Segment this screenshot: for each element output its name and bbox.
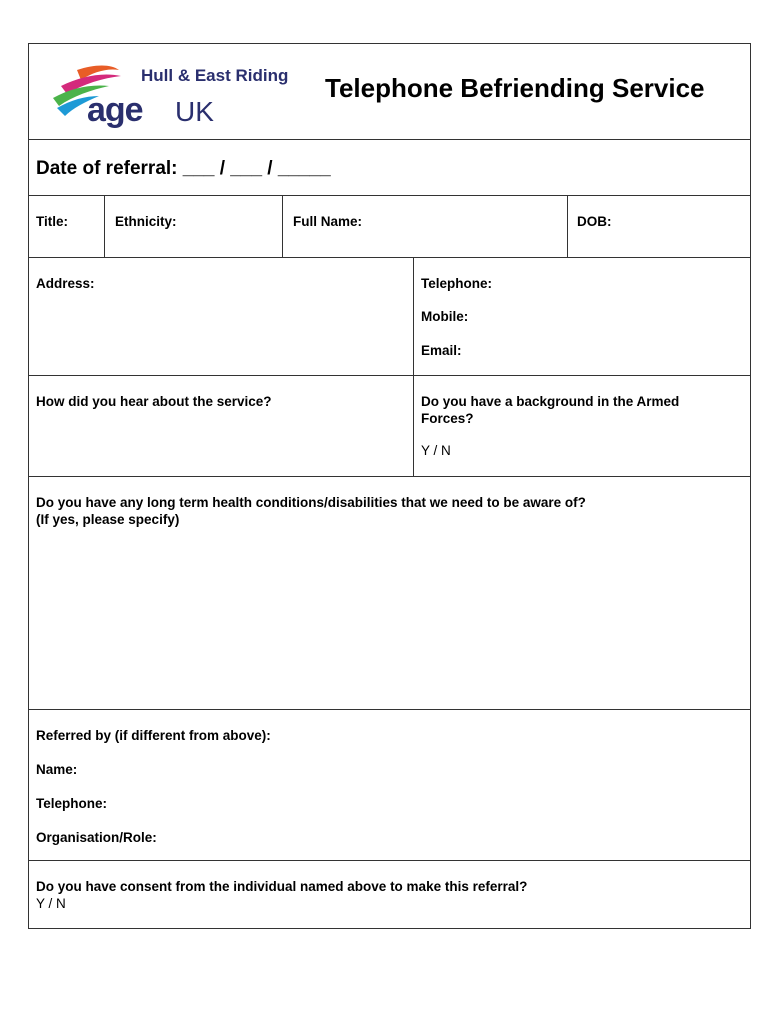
heard-about-cell[interactable]: [29, 376, 413, 476]
referral-date-row: [29, 140, 750, 196]
full-name-label: Full Name:: [293, 214, 363, 229]
consent-question: Do you have consent from the individual named above to make this referral?: [36, 879, 528, 894]
health-question: Do you have any long term health conditions/disabilities that we need to be aware of?: [36, 495, 586, 510]
referral-form: [28, 43, 751, 929]
email-label: Email:: [421, 343, 462, 358]
mobile-label: Mobile:: [421, 309, 469, 324]
form-header: [29, 44, 750, 140]
referrer-organisation-label: Organisation/Role:: [36, 830, 157, 845]
health-note: (If yes, please specify): [36, 512, 180, 527]
telephone-label: Telephone:: [421, 276, 493, 291]
org-name: Hull & East Riding: [141, 66, 289, 85]
referrer-row[interactable]: [29, 710, 750, 861]
address-cell[interactable]: [29, 258, 413, 375]
title-cell[interactable]: [29, 196, 104, 257]
referrer-name-label: Name:: [36, 762, 78, 777]
consent-options[interactable]: Y / N: [36, 896, 66, 911]
form-title: Telephone Befriending Service: [325, 73, 705, 103]
referrer-heading: Referred by (if different from above):: [36, 728, 271, 743]
ethnicity-cell[interactable]: [104, 196, 282, 257]
armed-forces-label-1: Do you have a background in the Armed: [421, 394, 680, 409]
dob-cell[interactable]: [567, 196, 750, 257]
referrer-telephone-label: Telephone:: [36, 796, 108, 811]
logo-uk-text: UK: [175, 96, 214, 127]
address-label: Address:: [36, 276, 95, 291]
health-row[interactable]: [29, 477, 750, 710]
heard-about-label: How did you hear about the service?: [36, 394, 272, 409]
contact-row: [29, 258, 750, 376]
full-name-cell[interactable]: [282, 196, 567, 257]
consent-row[interactable]: [29, 861, 750, 928]
ethnicity-label: Ethnicity:: [115, 214, 177, 229]
armed-forces-options[interactable]: Y / N: [421, 443, 451, 458]
referral-date-field[interactable]: Date of referral: ___ / ___ / _____: [36, 158, 331, 179]
service-row: [29, 376, 750, 477]
armed-forces-label-2: Forces?: [421, 411, 474, 426]
contact-details-cell[interactable]: [413, 258, 750, 375]
personal-details-row: [29, 196, 750, 258]
age-uk-logo: [47, 60, 317, 130]
armed-forces-cell[interactable]: [413, 376, 750, 476]
title-label: Title:: [36, 214, 69, 229]
logo-age-text: age: [87, 91, 143, 129]
dob-label: DOB:: [577, 214, 612, 229]
